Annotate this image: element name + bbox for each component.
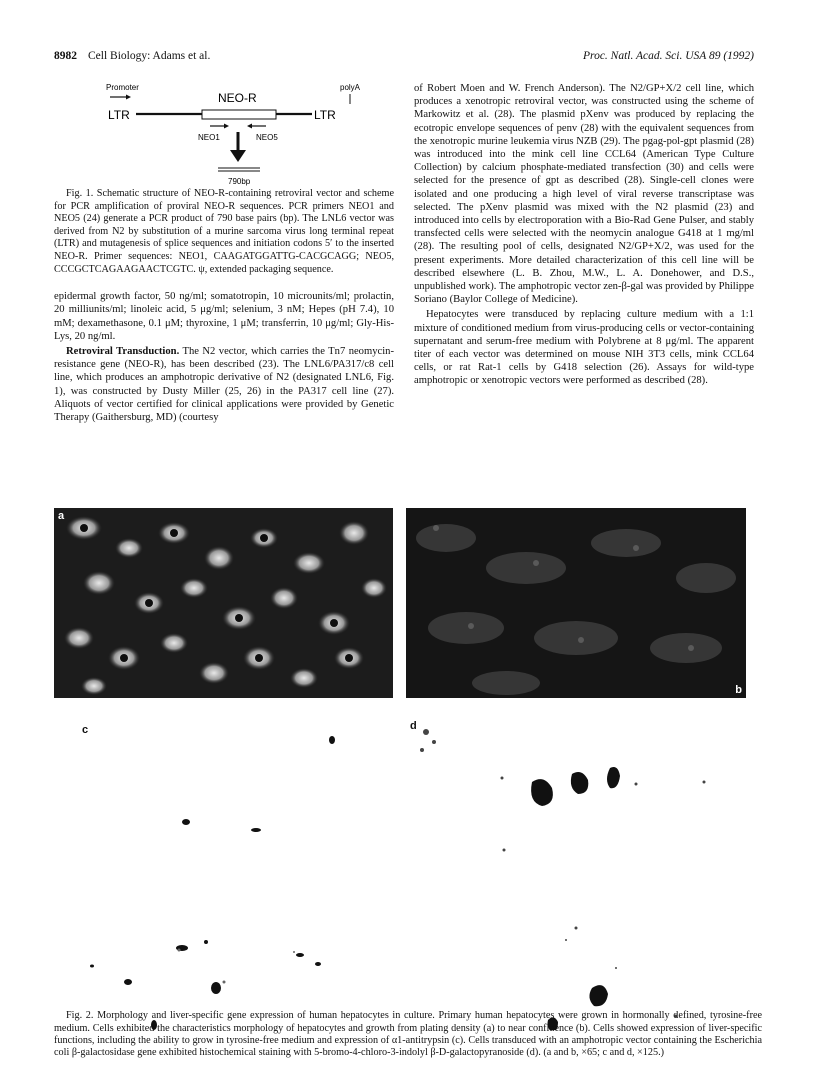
right-column [414, 82, 754, 388]
figure-2 [54, 508, 764, 1038]
figure-2-caption-text: Morphology and liver-specific gene expression of human hepatocytes in culture. Primary human hepatocytes were grown in hormonally defined, tyrosine-free medium. Cells exhibited the characteristics morphology of hepatocytes and growth from plating density (a) to near confluence (b). Cells showed expression of liver-specific functions, including the ability to grow in tyrosine-free medium and expression of α1-antitrypsin (c). Cells transduced with an amphotropic vector containing the Escherichia coli β-galactosidase gene exhibited histochemical staining with 5-bromo-4-chloro-3-indolyl β-D-galactopyranoside (d). (a and b, ×65; c and d, ×125.) [54, 1010, 763, 1059]
micrograph-panel-c [54, 720, 393, 1030]
paragraph-hepatocyte-transduction: Hepatocytes were transduced by replacing culture medium with a 1:1 mixture of conditioned medium from virus-producing cells or vector-containing supernatant and serum-free medium with Polybrene at 8 μg/ml. The apparent titer of each vector was determined on mouse NIH 3T3 cells, mink CCL64 cells, or rat Rat-1 cells by G418 selection (26). Assays for wild-type amphotropic or xenotropic vectors were performed as described (28). [414, 309, 754, 387]
promoter-label: Promoter [106, 84, 139, 92]
panel-d-label: d [410, 720, 417, 732]
figure-2-caption-label: Fig. 2. [66, 1010, 94, 1022]
micrograph-panel-d [406, 720, 746, 1030]
product-size-label: 790bp [228, 177, 251, 186]
figure-1-caption-label: Fig. 1. [66, 188, 94, 199]
ltr-right-label: LTR [314, 108, 336, 122]
panel-d-image [406, 720, 746, 1030]
polya-label: polyA [340, 84, 361, 92]
figure-1-caption-text: Schematic structure of NEO-R-containing retroviral vector and scheme for PCR amplification of proviral NEO-R sequences. PCR primers NEO1 and NEO5 (24) generate a PCR product of 790 base pairs (bp). The LNL6 vector was derived from N2 by substitution of a murine sarcoma virus long terminal repeat (LTR) and mutagenesis of splice sequences and initiation codons 5′ to the inserted NEO-R. Primer sequences: NEO1, CAAGATGGATTG-CACGCAGG; NEO5, CCCGCTCAGAAGAACTCGTC. ψ, extended packaging sequence. [54, 188, 394, 275]
neo5-label: NEO5 [256, 133, 278, 142]
micrograph-panel-b [406, 508, 746, 698]
running-header [54, 50, 754, 66]
micrograph-panel-a [54, 508, 393, 698]
retroviral-transduction-text: The N2 vector, which carries the Tn7 neomycin-resistance gene (NEO-R), has been described (23). The LNL6/PA317/c8 cell line, which produces an amphotropic derivative of N2 (designated LNL6, Fig. 1), was constructed by Dusty Miller (25, 26) in the PA317 cell line (27). Aliquots of vector certified for clinical applications were provided by Genetic Therapy (Gaithersburg, MD) (courtesy [54, 345, 394, 423]
figure-2-caption [54, 1010, 762, 1060]
retroviral-transduction-heading: Retroviral Transduction. [66, 345, 180, 357]
figure-1-caption [54, 188, 394, 276]
section-title: Cell Biology: Adams et al. [88, 50, 211, 62]
page-number: 8982 [54, 50, 77, 62]
ltr-left-label: LTR [108, 108, 130, 122]
paragraph-retroviral-transduction [54, 345, 394, 424]
panel-b-label: b [735, 684, 742, 696]
panel-a-image [54, 508, 393, 698]
panel-c-image [54, 720, 393, 1030]
paragraph-media-composition: epidermal growth factor, 50 ng/ml; somatotropin, 10 microunits/ml; prolactin, 20 milliunits/ml; linoleic acid, 5 μg/ml; selenium, 3 nM; Hepes (pH 7.4), 10 mM; dexamethasone, 0.1 μM; thyroxine, 1 μM; transferrin, 10 μg/ml; Gly-His-Lys, 20 ng/ml. [54, 291, 394, 342]
panel-c-label: c [82, 724, 89, 736]
left-column [54, 84, 394, 424]
panel-a-label: a [58, 510, 65, 522]
panel-b-image [406, 508, 746, 698]
figure-1-diagram [54, 84, 394, 188]
neo1-label: NEO1 [198, 133, 220, 142]
paragraph-xenotropic-vector: of Robert Moen and W. French Anderson). The N2/GP+X/2 cell line, which produces a xenotropic retroviral vector, was constructed using the scheme of Markowitz et al. (28). The plasmid pXenv was produced by replacing the ecotropic envelope sequences of penv (28) with the equivalent sequences from the xenotropic murine leukemia virus NZB (29). The pgag-pol-gpt plasmid (28) was introduced into the mink cell line CCL64 (American Type Culture Collection) by calcium phosphate-mediated transfection (30) and cells were selected for the presence of gpt as described (28). Single-cell clones were isolated and one producing a high level of viral reverse transcriptase was selected. The pXenv plasmid was mixed with the N2 plasmid (23) and introduced into cells by electroporation with a Bio-Rad Gene Pulser, and stably transfected cells were selected with the neomycin analogue G418 at 1 mg/ml (28). The resulting pool of cells, designated N2/GP+X/2, was used for the present experiments. More detailed characterization of this cell line will be described elsewhere (L. B. Zhou, M.W., L. A. Donehower, and D.S., unpublished work). The amphotropic vector zen-β-gal was provided by Philippe Soriano (Baylor College of Medicine). [414, 83, 754, 306]
neo-r-label: NEO-R [218, 91, 257, 105]
journal-citation: Proc. Natl. Acad. Sci. USA 89 (1992) [583, 50, 754, 62]
